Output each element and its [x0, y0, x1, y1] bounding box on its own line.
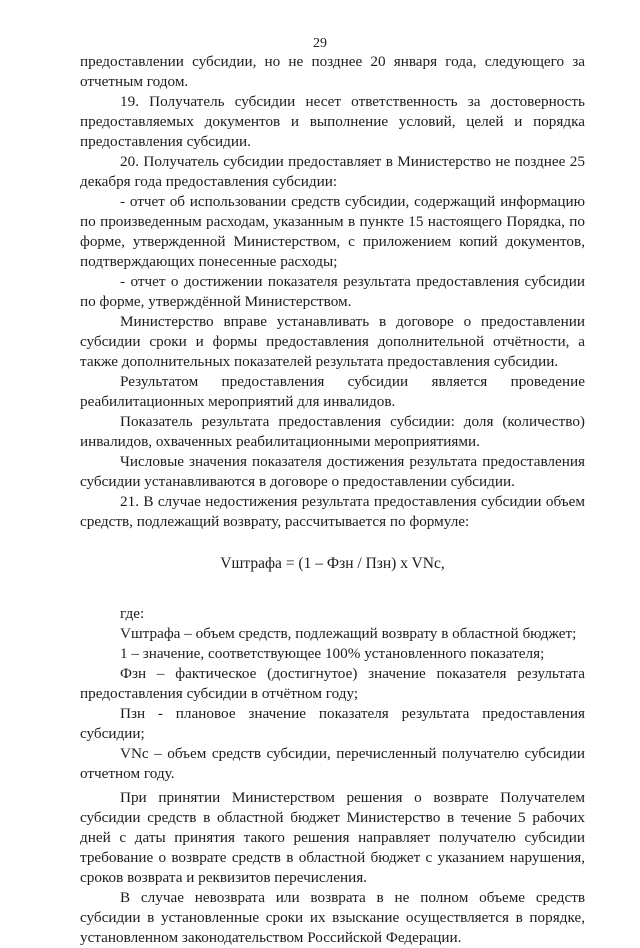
paragraph-ministry-rights: Министерство вправе устанавливать в договоре о предоставлении субсидии сроки и формы предоставления дополнительной отчётности, а также дополнительных показателей результата предоставления субсидии.: [80, 313, 585, 370]
paragraph-recovery: В случае невозврата или возврата в не полном объеме средств субсидии в установленные сроки их взыскание осуществляется в порядке, установленном законодательством Российской Федерации.: [80, 889, 585, 946]
paragraph-continuation: предоставлении субсидии, но не позднее 20 января года, следующего за отчетным годом.: [80, 53, 585, 90]
paragraph-where: где:: [120, 605, 145, 622]
definition-one: 1 – значение, соответствующее 100% установленного показателя;: [120, 645, 545, 662]
page-number: 29: [313, 36, 327, 51]
paragraph-item-20: 20. Получатель субсидии предоставляет в Министерство не позднее 25 декабря года предоставления субсидии:: [80, 153, 585, 190]
definition-pzn: Пзн - плановое значение показателя результата предоставления субсидии;: [80, 705, 585, 742]
paragraph-return-decision: При принятии Министерством решения о возврате Получателем субсидии средств в областной бюджет Министерство в течение 5 рабочих дней с даты принятия такого решения направляет получателю субсидии требование о возврате средств в областной бюджет с указанием нарушения, сроков возврата и реквизитов перечисления.: [80, 789, 585, 886]
paragraph-item-19: 19. Получатель субсидии несет ответственность за достоверность предоставляемых документов и выполнение условий, целей и порядка предоставления субсидии.: [80, 93, 585, 150]
paragraph-numeric-values: Числовые значения показателя достижения результата предоставления субсидии устанавливаются в договоре о предоставлении субсидии.: [80, 453, 585, 490]
definition-vpenalty: Vштрафа – объем средств, подлежащий возврату в областной бюджет;: [120, 625, 577, 642]
paragraph-indicator: Показатель результата предоставления субсидии: доля (количество) инвалидов, охваченных реабилитационными мероприятиями.: [80, 413, 585, 450]
paragraph-usage-report: - отчет об использовании средств субсидии, содержащий информацию по произведенным расходам, указанным в пункте 15 настоящего Порядка, по форме, утвержденной Министерством, с приложением копий документов, подтверждающих понесенные расходы;: [80, 193, 585, 270]
formula: Vштрафа = (1 – Фзн / Пзн) x VNс,: [220, 555, 445, 572]
paragraph-result-report: - отчет о достижении показателя результата предоставления субсидии по форме, утверждённой Министерством.: [80, 273, 585, 310]
definition-vnc: VNс – объем средств субсидии, перечисленный получателю субсидии отчетном году.: [80, 745, 585, 782]
definition-fzn: Фзн – фактическое (достигнутое) значение показателя результата предоставления субсидии в отчётном году;: [80, 665, 585, 702]
paragraph-result: Результатом предоставления субсидии является проведение реабилитационных мероприятий для инвалидов.: [80, 373, 585, 410]
paragraph-item-21: 21. В случае недостижения результата предоставления субсидии объем средств, подлежащий возврату, рассчитывается по формуле:: [80, 493, 585, 530]
document-body: [80, 52, 585, 948]
